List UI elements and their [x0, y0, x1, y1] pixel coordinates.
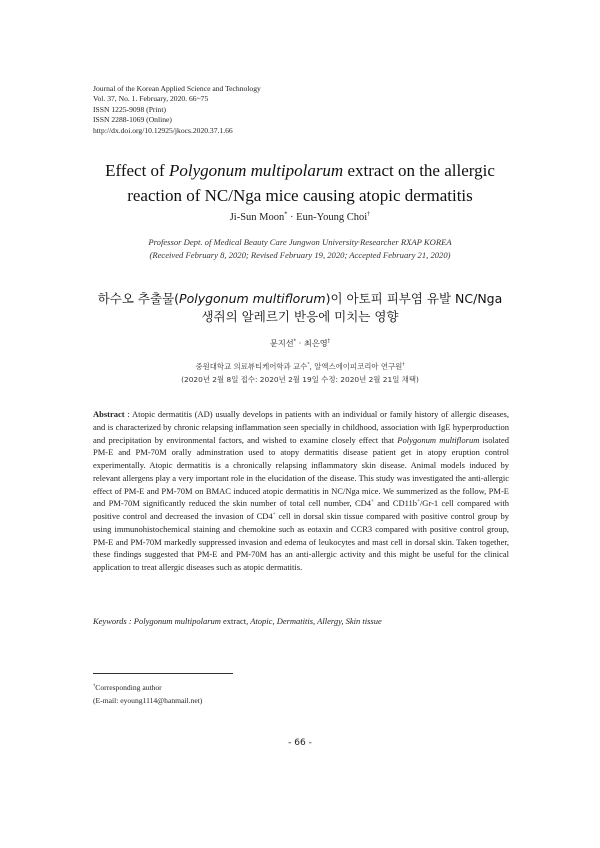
abstract: Abstract : Atopic dermatitis (AD) usually develops in patients with an individual or family history of allergic diseases, and is characterized by chronic relapsing inflammation seen specially in childhood, association with IgE hyperproduction and precipitation by environmental factors, and wished to examine closely effect that Polygonum multiflorum isolated PM-E and PM-70M orally adminstration used to atopy dermatitis disease patient get in atopy eruption control experimentally. Atopic dermatitis is a chronically relapsing inflammatory skin disease. Animal models induced by relevant allergens play a very important role in the elucidation of the disease. This study was investigated the anti-allergic effect of PM-E and PM-70M on BMAC induced atopic dermatitis in NC/Nga mice. We summerized as the follow, PM-E and PM-70M significantly reduced the skin number of total cell number, CD4+ and CD11b+/Gr-1 cell compared with positive control and decreased the invasion of CD4+ cell in dorsal skin tissue compared with positive control group by using immunohistochemical staining and chemokine such as eotaxin and CCR3 compared with positive control group, PM-E and PM-70M markedly suppressed invasion and edema of leukocytes and mast cell in dorsal skin. Taken together, these findings suggested that PM-E and PM-70M has an anti-allergic activity and this might be useful for the clinical application to treat allergic diseases such as atopic dermatitis.: [93, 409, 510, 572]
affiliation-line: Professor Dept. of Medical Beauty Care Jungwon University·Researcher RXAP KOREA: [148, 237, 452, 247]
keywords-rest: , Atopic, Dermatitis, Allergy, Skin tissue: [246, 616, 382, 626]
footnote-divider: [93, 673, 233, 674]
title-line-1: Effect of Polygonum multipolarum extract on the allergic: [105, 161, 495, 180]
journal-info: [93, 84, 261, 136]
received-dates: (Received February 8, 2020; Revised February 19, 2020; Accepted February 21, 2020): [149, 250, 451, 260]
author-1: Ji-Sun Moon: [229, 212, 285, 223]
korean-dates: (2020년 2월 8일 접수: 2020년 2월 19일 수정: 2020년 2월 21일 채택): [181, 375, 419, 384]
korean-author-1: 문지선: [269, 338, 294, 348]
journal-name: Journal of the Korean Applied Science and Technology: [93, 84, 261, 93]
affiliation: [60, 236, 540, 262]
title-line-2: reaction of NC/Nga mice causing atopic dermatitis: [127, 186, 473, 205]
korean-title-line-1: 하수오 추출물(Polygonum multiflorum)이 아토피 피부염 유발 NC/Nga: [97, 291, 503, 306]
page-number: - 66 -: [288, 738, 312, 748]
title-species: Polygonum multipolarum: [168, 161, 344, 180]
keywords-label: Keywords: [93, 616, 127, 626]
authors: [0, 212, 600, 223]
author-2-mark: †: [367, 210, 371, 218]
korean-affiliation: [60, 360, 540, 386]
author-1-mark: *: [284, 210, 288, 218]
corresponding-author: †Corresponding author: [93, 682, 162, 692]
author-2: Eun-Young Choi: [296, 212, 368, 223]
paper-title: [60, 158, 540, 208]
journal-volume: Vol. 37, No. 1. February, 2020. 66~75: [93, 94, 209, 104]
issn-online: ISSN 2288-1069 (Online): [93, 115, 172, 125]
corresponding-email[interactable]: (E-mail: eyoung1114@hanmail.net): [93, 695, 203, 705]
korean-title-species: Polygonum multiflorum: [179, 291, 326, 306]
keywords: Keywords : Polygonum multipolarum extract, Atopic, Dermatitis, Allergy, Skin tissue: [93, 616, 382, 626]
author-separator: ·: [287, 212, 297, 223]
abstract-species: Polygonum multiflorum: [397, 434, 480, 445]
korean-title-line-2: 생쥐의 알레르기 반응에 미치는 영향: [201, 309, 399, 324]
abstract-label: Abstract: [93, 409, 125, 419]
korean-authors: 문지선* · 최은영†: [269, 338, 331, 348]
keyword-1: Polygonum multipolarum: [133, 616, 221, 626]
footnote: [93, 682, 202, 707]
issn-print: ISSN 1225-9098 (Print): [93, 104, 166, 114]
korean-affiliation-line: 중원대학교 의료뷰티케어학과 교수*, 알엑스에이피코리아 연구원†: [195, 362, 405, 371]
doi-link[interactable]: http://dx.doi.org/10.12925/jkocs.2020.37.1.66: [93, 125, 233, 135]
korean-title: [60, 290, 540, 326]
korean-author-2: 최은영: [303, 338, 328, 348]
